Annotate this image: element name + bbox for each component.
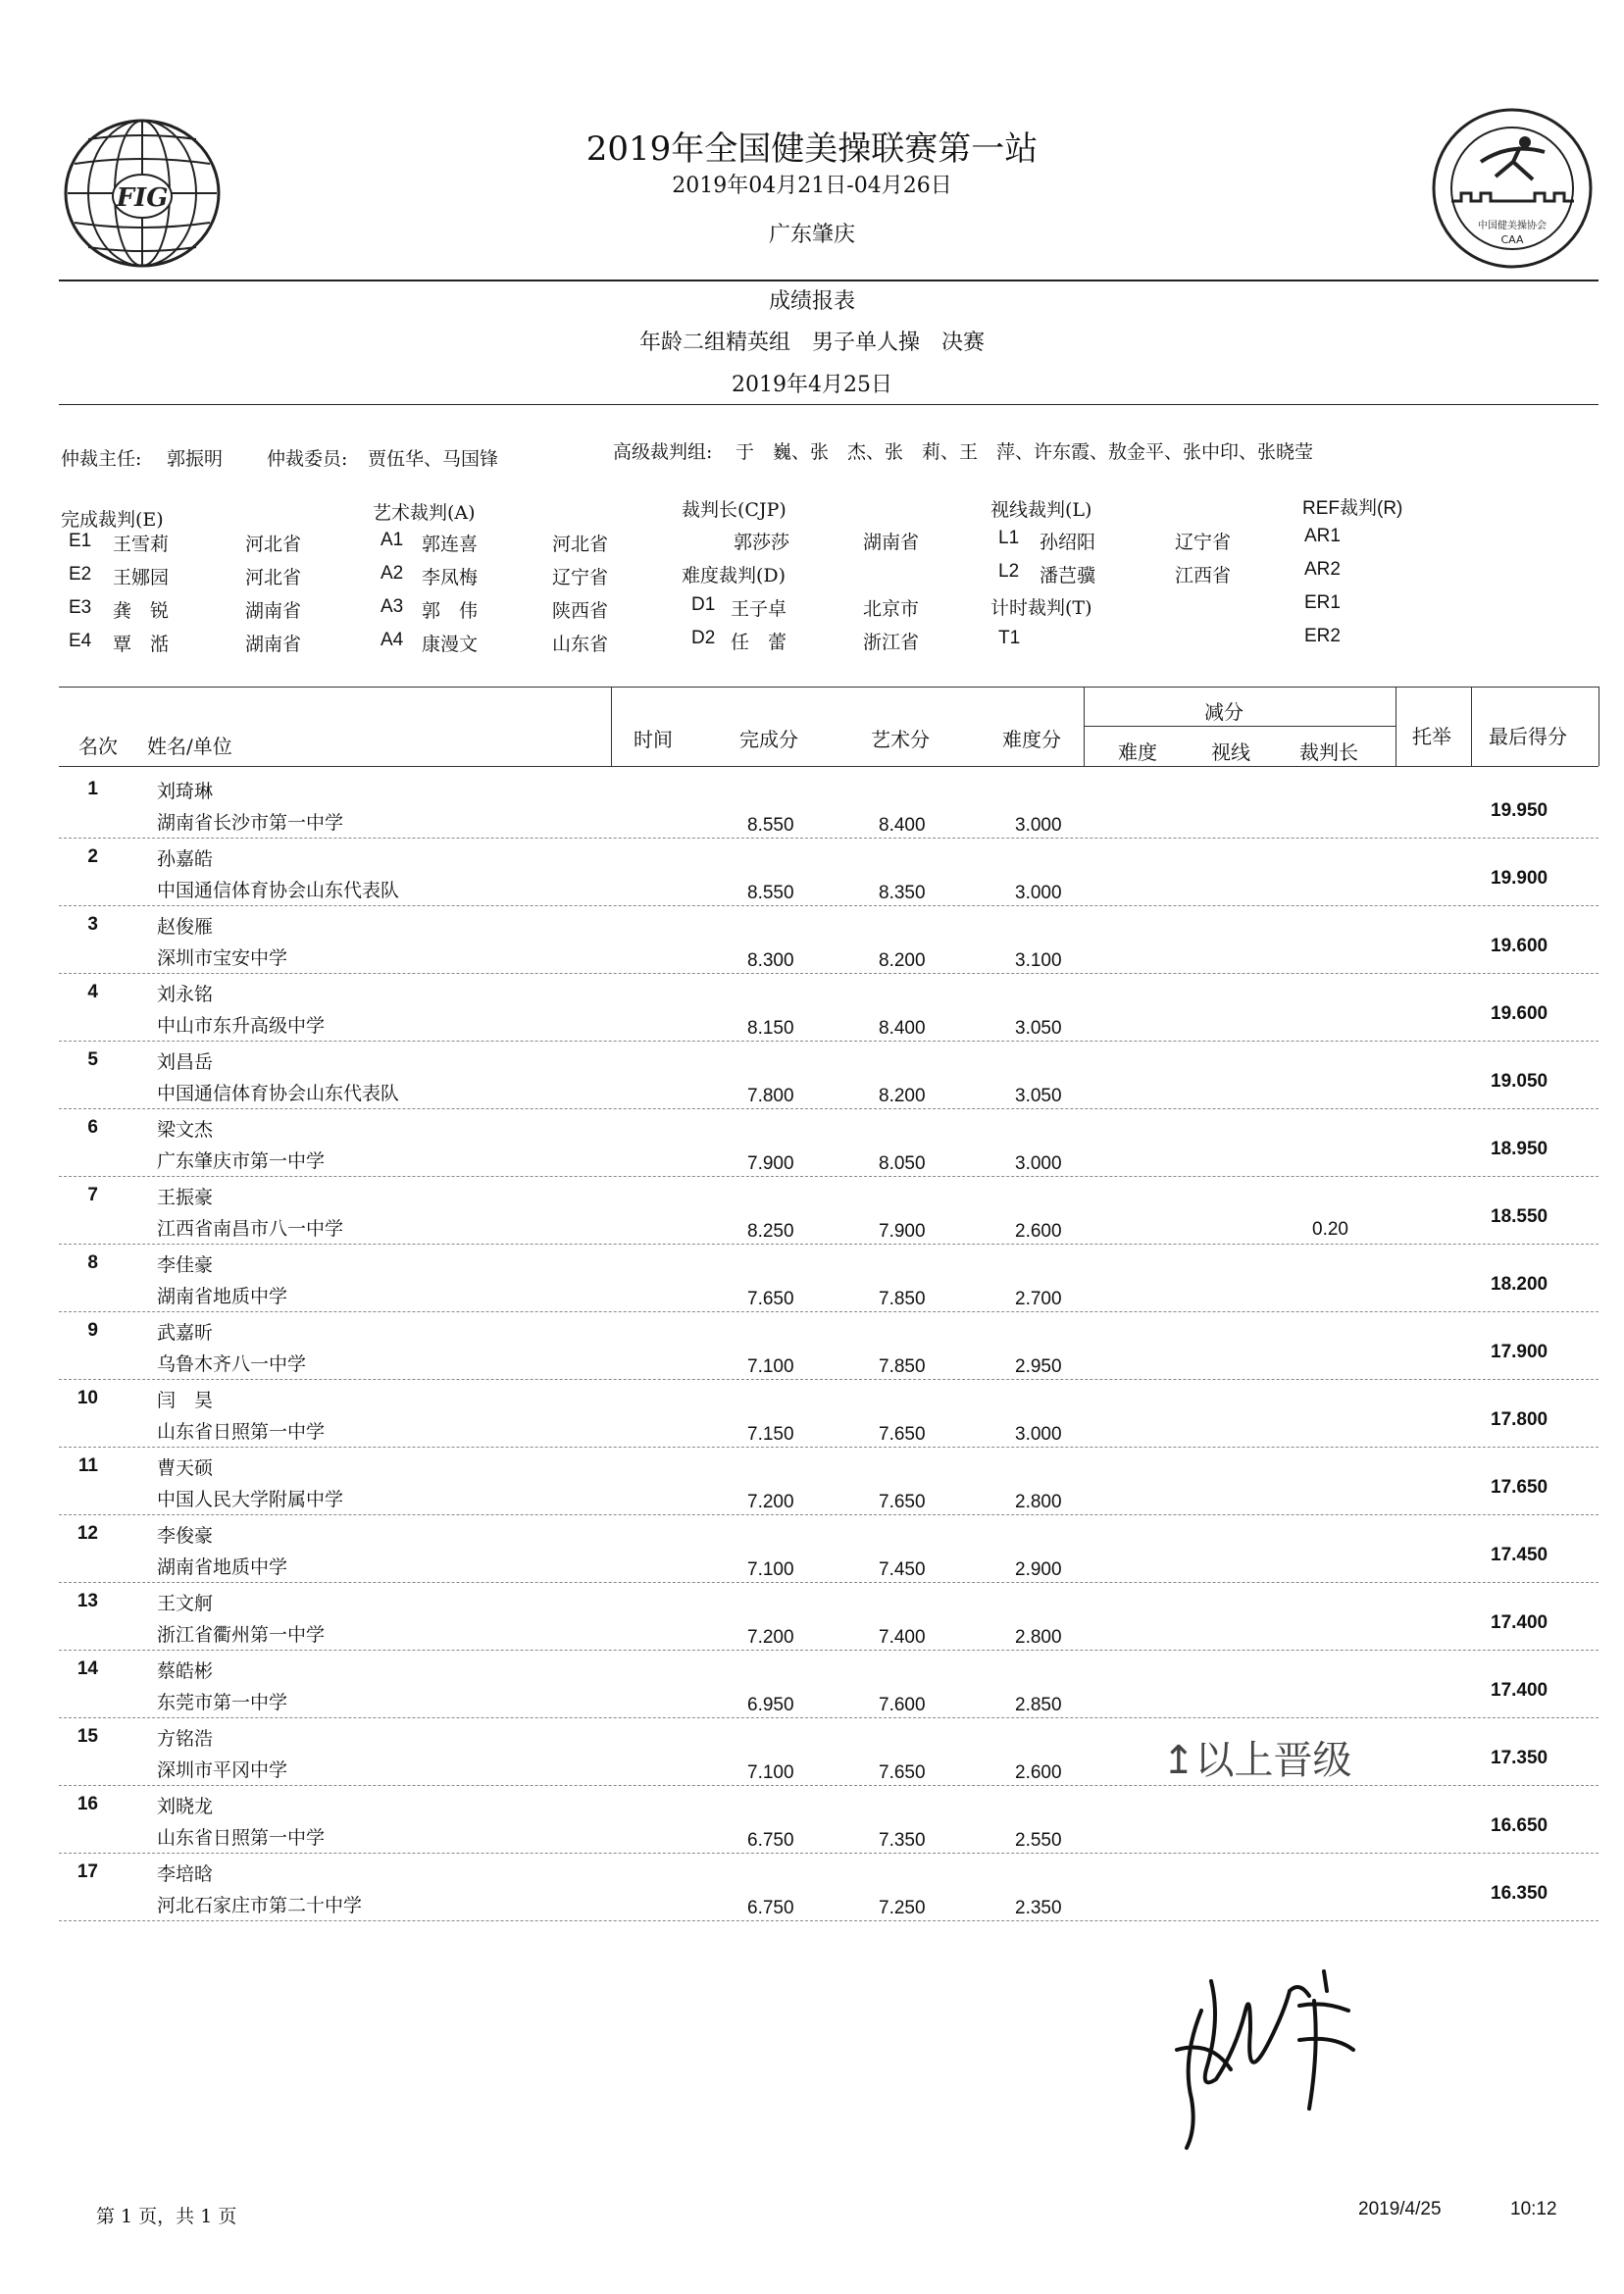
final-score: 17.350 [1491,1748,1548,1768]
final-score: 17.800 [1491,1409,1548,1430]
competitor-name: 刘晓龙 [157,1796,214,1817]
rank-cell: 1 [87,779,98,799]
report-divider [59,404,1599,405]
report-title: 成绩报表 [768,289,855,314]
qualification-note: ↥以上晋级 [1162,1738,1352,1783]
fig-logo [59,110,226,277]
execution-score: 6.750 [747,1830,794,1851]
final-score: 19.050 [1491,1071,1548,1092]
table-row [0,1247,1624,1314]
artistic-score: 7.250 [879,1898,926,1918]
cjp-name: 郭莎莎 [734,532,790,553]
table-row [0,1856,1624,1923]
execution-score: 8.300 [747,950,794,971]
competitor-name: 方铭浩 [157,1728,214,1750]
row-divider [59,1311,1599,1312]
final-score: 19.900 [1491,868,1548,889]
artistic-score: 7.650 [879,1492,926,1512]
execution-score: 8.550 [747,815,794,836]
rank-cell: 8 [87,1252,98,1273]
difficulty-score: 3.000 [1015,1153,1062,1174]
difficulty-score: 2.950 [1015,1356,1062,1377]
rank-cell: 14 [76,1658,98,1679]
header-ded-difficulty: 难度 [1118,740,1157,764]
difficulty-score: 3.100 [1015,950,1062,971]
senior-judges: 于 巍、张 杰、张 莉、王 萍、许东霞、敖金平、张中印、张晓莹 [736,441,1314,463]
ref-judge-er2: ER2 [1304,626,1341,646]
row-divider [59,1650,1599,1651]
report-category: 年龄二组精英组 男子单人操 决赛 [638,331,985,355]
line-judges-title: 视线裁判(L) [990,499,1092,521]
artistic-score: 8.050 [879,1153,926,1174]
rank-cell: 2 [87,846,98,867]
competitor-name: 赵俊雁 [157,916,214,938]
ref-judge-ar2: AR2 [1304,559,1341,580]
rank-cell: 17 [76,1861,98,1882]
row-divider [59,1379,1599,1380]
row-divider [59,1244,1599,1245]
row-divider [59,1176,1599,1177]
competitor-unit: 广东肇庆市第一中学 [157,1150,326,1172]
table-row [0,1179,1624,1247]
header-name-unit: 姓名/单位 [147,735,232,758]
rank-cell: 16 [76,1794,98,1814]
rank-cell: 5 [87,1049,98,1070]
execution-score: 7.100 [747,1559,794,1580]
competitor-name: 李培晗 [157,1863,214,1885]
competitor-unit: 湖南省地质中学 [157,1556,288,1578]
rank-cell: 11 [77,1455,98,1476]
competitor-unit: 河北石家庄市第二十中学 [157,1895,363,1916]
final-score: 17.900 [1491,1342,1548,1362]
row-divider [59,973,1599,974]
final-score: 19.600 [1491,936,1548,956]
execution-judges-title: 完成裁判(E) [61,509,164,531]
competitor-name: 蔡皓彬 [157,1660,214,1682]
execution-score: 7.150 [747,1424,794,1445]
row-divider [59,1447,1599,1448]
artistic-score: 8.400 [879,1018,926,1039]
caa-logo [1427,103,1599,275]
execution-score: 7.200 [747,1627,794,1648]
table-row [0,1517,1624,1585]
row-divider [59,905,1599,906]
header-ded-cjp: 裁判长 [1299,740,1358,764]
competitor-unit: 中山市东升高级中学 [157,1015,326,1037]
competitor-unit: 深圳市平冈中学 [157,1759,288,1781]
table-row [0,1044,1624,1111]
difficulty-score: 3.000 [1015,883,1062,903]
execution-score: 7.100 [747,1762,794,1783]
artistic-score: 7.400 [879,1627,926,1648]
rank-cell: 12 [76,1523,98,1544]
artistic-score: 7.650 [879,1424,926,1445]
table-row [0,773,1624,841]
table-row [0,1450,1624,1517]
execution-score: 6.750 [747,1898,794,1918]
arbitration-chief-label: 仲裁主任: [61,448,142,470]
final-score: 19.950 [1491,800,1548,821]
final-score: 18.950 [1491,1139,1548,1159]
competitor-name: 闫 昊 [157,1390,214,1411]
table-row [0,1720,1624,1788]
difficulty-score: 2.850 [1015,1695,1062,1715]
competitor-name: 王文舸 [157,1593,214,1614]
header-divider [59,280,1599,281]
execution-score: 7.800 [747,1086,794,1106]
execution-score: 7.100 [747,1356,794,1377]
cjp-deduction: 0.20 [1312,1219,1348,1240]
row-divider [59,1853,1599,1854]
difficulty-score: 2.600 [1015,1762,1062,1783]
competitor-name: 武嘉昕 [157,1322,214,1344]
header-lift: 托举 [1412,725,1451,748]
final-score: 17.400 [1491,1680,1548,1701]
table-row [0,1382,1624,1450]
rank-cell: 7 [87,1185,98,1205]
execution-score: 7.200 [747,1492,794,1512]
table-row [0,841,1624,908]
difficulty-score: 2.700 [1015,1289,1062,1309]
final-score: 16.650 [1491,1815,1548,1836]
competitor-name: 曹天硕 [157,1457,214,1479]
event-location: 广东肇庆 [768,223,855,247]
header-time: 时间 [634,728,673,751]
table-row [0,1788,1624,1856]
ref-judges-title: REF裁判(R) [1302,498,1403,519]
competitor-name: 梁文杰 [157,1119,214,1141]
competitor-name: 王振豪 [157,1187,214,1208]
svg-text:中国健美操协会: 中国健美操协会 [1478,221,1547,231]
header-difficulty: 难度分 [1002,728,1061,751]
signature [1152,1952,1378,2158]
artistic-score: 8.400 [879,815,926,836]
execution-score: 6.950 [747,1695,794,1715]
arbitration-chief: 郭振明 [167,448,224,470]
up-arrow-icon: ↥ [1162,1738,1195,1783]
rank-cell: 15 [76,1726,98,1747]
rank-cell: 3 [87,914,98,935]
rank-cell: 4 [87,982,98,1002]
header-artistic: 艺术分 [871,728,930,751]
ref-judge-er1: ER1 [1304,592,1341,613]
timer-judges-title: 计时裁判(T) [990,597,1092,619]
artistic-score: 7.450 [879,1559,926,1580]
page-indicator: 第 1 页，共 1 页 [96,2206,237,2227]
competitor-unit: 山东省日照第一中学 [157,1827,326,1849]
artistic-score: 7.850 [879,1356,926,1377]
final-score: 17.400 [1491,1612,1548,1633]
table-row [0,1314,1624,1382]
final-score: 19.600 [1491,1003,1548,1024]
arbitration-committee: 贾伍华、马国锋 [368,448,499,470]
cjp-province: 湖南省 [863,532,920,553]
competitor-unit: 深圳市宝安中学 [157,947,288,969]
senior-judges-label: 高级裁判组: [613,441,713,463]
competitor-name: 李俊豪 [157,1525,214,1547]
competitor-unit: 东莞市第一中学 [157,1692,288,1713]
table-row [0,1111,1624,1179]
table-row [0,976,1624,1044]
rank-cell: 13 [76,1591,98,1611]
final-score: 18.200 [1491,1274,1548,1295]
difficulty-score: 2.550 [1015,1830,1062,1851]
difficulty-score: 2.350 [1015,1898,1062,1918]
difficulty-score: 3.050 [1015,1018,1062,1039]
rank-cell: 6 [87,1117,98,1138]
row-divider [59,1785,1599,1786]
row-divider [59,1514,1599,1515]
timer-judge-code: T1 [998,628,1021,648]
execution-score: 8.550 [747,883,794,903]
cjp-title: 裁判长(CJP) [682,499,787,521]
artistic-score: 7.350 [879,1830,926,1851]
execution-score: 8.250 [747,1221,794,1242]
arbitration-committee-label: 仲裁委员: [267,448,348,470]
difficulty-score: 2.900 [1015,1559,1062,1580]
row-divider [59,1582,1599,1583]
row-divider [59,1041,1599,1042]
difficulty-score: 3.000 [1015,815,1062,836]
artistic-score: 7.600 [879,1695,926,1715]
difficulty-score: 2.600 [1015,1221,1062,1242]
competitor-unit: 浙江省衢州第一中学 [157,1624,326,1646]
report-date: 2019年4月25日 [732,373,892,397]
svg-text:FIG: FIG [116,183,169,213]
competitor-unit: 乌鲁木齐八一中学 [157,1353,307,1375]
competitor-name: 李佳豪 [157,1254,214,1276]
header-deductions: 减分 [1204,700,1243,724]
table-row [0,1653,1624,1720]
difficulty-score: 2.800 [1015,1627,1062,1648]
event-dates: 2019年04月21日-04月26日 [672,174,952,198]
final-score: 16.350 [1491,1883,1548,1904]
artistic-score: 7.850 [879,1289,926,1309]
row-divider [59,1920,1599,1921]
competitor-unit: 中国通信体育协会山东代表队 [157,880,400,901]
competitor-unit: 湖南省地质中学 [157,1286,288,1307]
artistic-score: 7.650 [879,1762,926,1783]
competitor-unit: 中国人民大学附属中学 [157,1489,344,1510]
competitor-unit: 中国通信体育协会山东代表队 [157,1083,400,1104]
artistic-score: 7.900 [879,1221,926,1242]
rank-cell: 9 [87,1320,98,1341]
difficulty-score: 3.000 [1015,1424,1062,1445]
row-divider [59,838,1599,839]
ref-judge-ar1: AR1 [1304,526,1341,546]
event-title: 2019年全国健美操联赛第一站 [585,129,1039,169]
competitor-name: 刘昌岳 [157,1051,214,1073]
competitor-unit: 山东省日照第一中学 [157,1421,326,1443]
print-time: 10:12 [1510,2199,1557,2219]
header-rank: 名次 [78,735,118,758]
artistic-score: 8.200 [879,950,926,971]
final-score: 17.450 [1491,1545,1548,1565]
table-row [0,1585,1624,1653]
difficulty-score: 3.050 [1015,1086,1062,1106]
header-ded-line: 视线 [1211,740,1250,764]
print-date: 2019/4/25 [1358,2199,1442,2219]
final-score: 17.650 [1491,1477,1548,1498]
row-divider [59,1717,1599,1718]
artistic-judges-title: 艺术裁判(A) [373,502,476,524]
execution-score: 8.150 [747,1018,794,1039]
competitor-name: 刘永铭 [157,984,214,1005]
artistic-score: 8.200 [879,1086,926,1106]
row-divider [59,1108,1599,1109]
execution-score: 7.650 [747,1289,794,1309]
competitor-name: 孙嘉皓 [157,848,214,870]
competitor-unit: 湖南省长沙市第一中学 [157,812,344,834]
header-execution: 完成分 [739,728,798,751]
artistic-score: 8.350 [879,883,926,903]
execution-score: 7.900 [747,1153,794,1174]
difficulty-judges-title: 难度裁判(D) [682,565,787,586]
header-final: 最后得分 [1489,725,1567,748]
competitor-name: 刘琦琳 [157,781,214,802]
table-row [0,908,1624,976]
competitor-unit: 江西省南昌市八一中学 [157,1218,344,1240]
rank-cell: 10 [76,1388,98,1408]
difficulty-score: 2.800 [1015,1492,1062,1512]
svg-text:CAA: CAA [1500,233,1524,246]
final-score: 18.550 [1491,1206,1548,1227]
